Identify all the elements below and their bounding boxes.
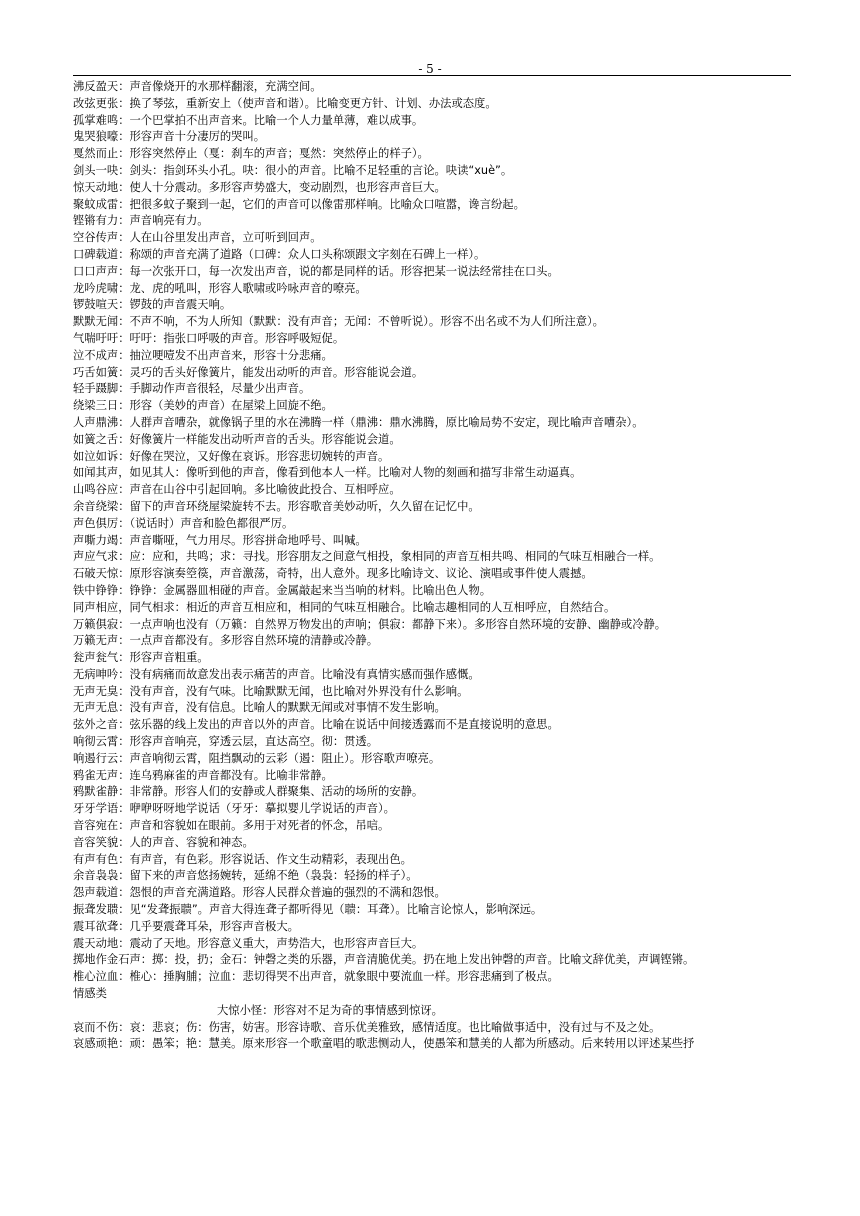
- idiom-entry: 泣不成声：抽泣哽噎发不出声音来，形容十分悲痛。: [73, 348, 333, 362]
- idiom-entry: 牙牙学语：咿咿呀呀地学说话（牙牙：摹拟婴儿学说话的声音）。: [73, 802, 395, 816]
- header-rule: [73, 75, 791, 76]
- idiom-entry: 万籁俱寂：一点声响也没有（万籁：自然界万物发出的声响；俱寂：都静下来）。多形容自然环境的安静、幽静或冷静。: [73, 617, 667, 631]
- idiom-entry: 惊天动地：使人十分震动。多形容声势盛大，变动剧烈，也形容声音巨大。: [73, 180, 446, 194]
- idiom-entry: 空谷传声：人在山谷里发出声音，立可听到回声。: [73, 231, 322, 245]
- idiom-entry: 情感类: [73, 987, 107, 1001]
- idiom-entry: 人声鼎沸：人群声音嘈杂，就像锅子里的水在沸腾一样（鼎沸：鼎水沸腾，原比喻局势不安定，现比喻声音嘈杂）。: [73, 415, 644, 429]
- idiom-entry: 音容笑貌：人的声音、容貌和神态。: [73, 835, 254, 849]
- idiom-entry: 音容宛在：声音和容貌如在眼前。多用于对死者的怀念，吊唁。: [73, 819, 390, 833]
- idiom-entry: 锣鼓喧天：锣鼓的声音震天响。: [73, 298, 232, 312]
- idiom-entry: 剑头一吷：剑头：指剑环头小孔。吷：很小的声音。比喻不足轻重的言论。吷读“xuè”。: [73, 163, 513, 177]
- idiom-entry: 响彻云霄：形容声音响亮，穿透云层，直达高空。彻：贯透。: [73, 735, 379, 749]
- idiom-entry: 余音绕梁：留下的声音环绕屋梁旋转不去。形容歌音美妙动听，久久留在记忆中。: [73, 499, 480, 513]
- idiom-entry: 无声无臭：没有声音，没有气味。比喻默默无闻，也比喻对外界没有什么影响。: [73, 684, 469, 698]
- idiom-entry: 震耳欲聋：几乎要震聋耳朵，形容声音极大。: [73, 919, 299, 933]
- idiom-entry: 铿锵有力：声音响亮有力。: [73, 214, 209, 228]
- idiom-entry: 瓮声瓮气：形容声音粗重。: [73, 651, 209, 665]
- idiom-entry: 万籁无声：一点声音都没有。多形容自然环境的清静或冷静。: [73, 634, 379, 648]
- idiom-entry: 轻手蹑脚：手脚动作声音很轻，尽量少出声音。: [73, 382, 311, 396]
- idiom-entry: 响遏行云：声音响彻云霄，阻挡飘动的云彩（遏：阻止）。形容歌声嘹亮。: [73, 751, 441, 765]
- idiom-entry: 巧舌如簧：灵巧的舌头好像簧片，能发出动听的声音。形容能说会道。: [73, 365, 424, 379]
- idiom-entry: 如闻其声，如见其人：像听到他的声音，像看到他本人一样。比喻对人物的刻画和描写非常生动逼真。: [73, 466, 582, 480]
- idiom-entry: 掷地作金石声：掷：投，扔；金石：钟磬之类的乐器，声音清脆优美。扔在地上发出钟磬的声音。比喻文辞优美，声调铿锵。: [73, 953, 695, 967]
- idiom-entry: 余音袅袅：留下来的声音悠扬婉转，延绵不绝（袅袅：轻扬的样子）。: [73, 869, 418, 883]
- idiom-entry: 戛然而止：形容突然停止（戛：刹车的声音；戛然：突然停止的样子）。: [73, 147, 429, 161]
- idiom-entry: 怨声载道：怨恨的声音充满道路。形容人民群众普遍的强烈的不满和怨恨。: [73, 886, 446, 900]
- idiom-entry: 同声相应，同气相求：相近的声音互相应和，相同的气味互相融合。比喻志趣相同的人互相呼应，自然结合。: [73, 600, 616, 614]
- idiom-entry: 默默无闻：不声不响，不为人所知（默默：没有声音；无闻：不曾听说）。形容不出名或不为人们所注意）。: [73, 315, 604, 329]
- idiom-entry: 震天动地：震动了天地。形容意义重大，声势浩大，也形容声音巨大。: [73, 936, 424, 950]
- idiom-entry: 改弦更张：换了琴弦，重新安上（使声音和谐）。比喻变更方针、计划、办法或态度。: [73, 96, 497, 110]
- idiom-entry: 声嘶力竭：声音嘶哑，气力用尽。形容拼命地呼号、叫喊。: [73, 533, 367, 547]
- idiom-entry: 山鸣谷应：声音在山谷中引起回响。多比喻彼此投合、互相呼应。: [73, 483, 401, 497]
- idiom-entry: 孤掌难鸣：一个巴掌拍不出声音来。比喻一个人力量单薄，难以成事。: [73, 113, 424, 127]
- idiom-entry-list: [73, 79, 791, 1053]
- idiom-entry: 沸反盈天：声音像烧开的水那样翻滚，充满空间。: [73, 80, 322, 93]
- idiom-entry: 石破天惊：原形容演奏箜篌，声音激荡，奇特，出人意外。现多比喻诗文、议论、演唱或事件使人震撼。: [73, 567, 593, 581]
- idiom-entry: 椎心泣血：椎心：捶胸脯；泣血：悲切得哭不出声音，就象眼中要流血一样。形容悲痛到了极点。: [73, 970, 559, 984]
- idiom-entry: 龙吟虎啸：龙、虎的吼叫，形容人歌啸或吟咏声音的嘹亮。: [73, 281, 367, 295]
- idiom-entry: 鬼哭狼嚎：形容声音十分凄厉的哭叫。: [73, 130, 266, 144]
- idiom-entry: 无声无息：没有声音，没有信息。比喻人的默默无闻或对事情不发生影响。: [73, 701, 446, 715]
- idiom-entry: 如泣如诉：好像在哭泣，又好像在哀诉。形容悲切婉转的声音。: [73, 449, 390, 463]
- page-number: - 5 -: [418, 62, 442, 76]
- idiom-entry: 绕梁三日：形容（美妙的声音）在屋梁上回旋不绝。: [73, 399, 333, 413]
- idiom-entry: 哀而不伤：哀：悲哀；伤：伤害，妨害。形容诗歌、音乐优美雅致，感情适度。也比喻做事适中，没有过与不及之处。: [73, 1020, 661, 1034]
- idiom-entry: 聚蚊成雷：把很多蚊子聚到一起，它们的声音可以像雷那样响。比喻众口喧嚣，谗言纷起。: [73, 197, 525, 211]
- idiom-entry: 铁中铮铮：铮铮：金属器皿相碰的声音。金属敲起来当当响的材料。比喻出色人物。: [73, 583, 491, 597]
- idiom-entry: 哀感顽艳：顽：愚笨；艳：慧美。原来形容一个歌童唱的歌悲恻动人，使愚笨和慧美的人都为所感动。后来转用以评述某些抒: [73, 1037, 695, 1051]
- idiom-entry: 口碑载道：称颂的声音充满了道路（口碑：众人口头称颂跟文字刻在石碑上一样）。: [73, 247, 486, 261]
- idiom-entry: 鸦雀无声：连乌鸦麻雀的声音都没有。比喻非常静。: [73, 768, 333, 782]
- idiom-entry: 声色俱厉：（说话时）声音和脸色都很严厉。: [73, 516, 294, 530]
- idiom-entry: 无病呻吟：没有病痛而故意发出表示痛苦的声音。比喻没有真情实感而强作感慨。: [73, 667, 480, 681]
- idiom-entry: 声应气求：应：应和，共鸣；求：寻找。形容朋友之间意气相投，象相同的声音互相共鸣、相同的气味互相融合一样。: [73, 550, 661, 564]
- idiom-entry: 弦外之音：弦乐器的线上发出的声音以外的声音。比喻在说话中间接透露而不是直接说明的意思。: [73, 718, 559, 732]
- idiom-entry: 有声有色：有声音，有色彩。形容说话、作文生动精彩，表现出色。: [73, 852, 412, 866]
- section-heading: 大惊小怪：形容对不足为奇的事情感到惊讶。: [217, 1003, 443, 1017]
- idiom-entry: 鸦默雀静：非常静。形容人们的安静或人群聚集、活动的场所的安静。: [73, 785, 424, 799]
- idiom-entry: 振聋发聩：见“发聋振聩”。声音大得连聋子都听得见（聩：耳聋）。比喻言论惊人，影响深远。: [73, 903, 543, 917]
- idiom-entry: 口口声声：每一次张开口，每一次发出声音，说的都是同样的话。形容把某一说法经常挂在口头。: [73, 264, 559, 278]
- idiom-entry: 如簧之舌：好像簧片一样能发出动听声音的舌头。形容能说会道。: [73, 432, 401, 446]
- idiom-entry: 气喘吁吁：吁吁：指张口呼吸的声音。形容呼吸短促。: [73, 331, 345, 345]
